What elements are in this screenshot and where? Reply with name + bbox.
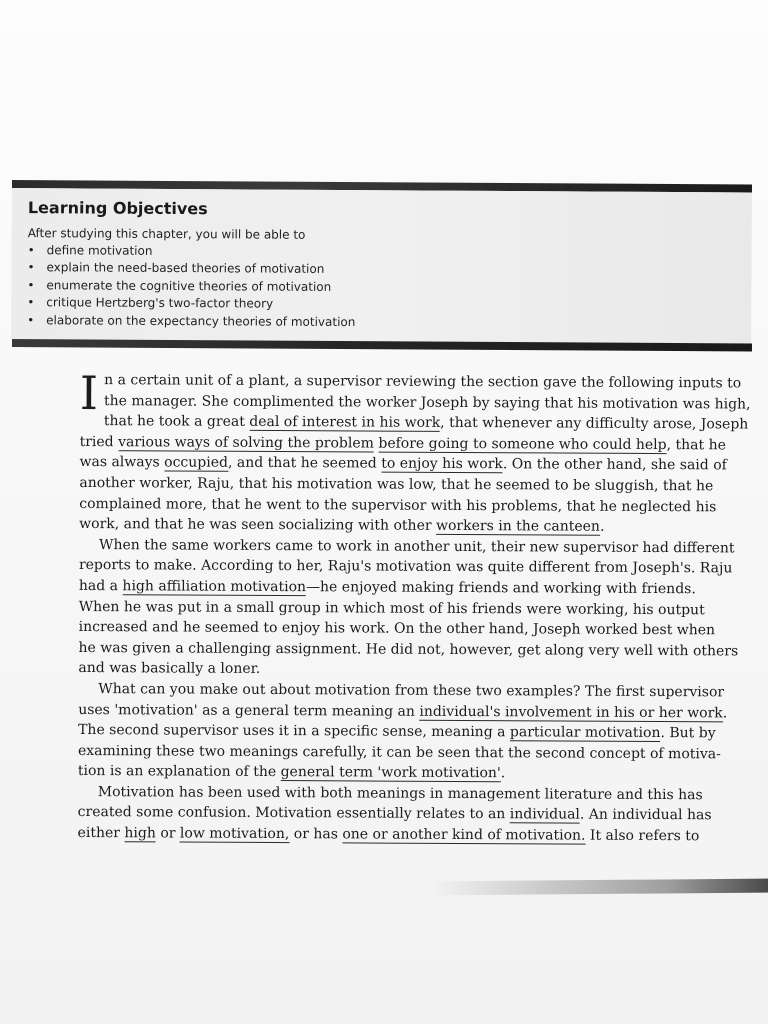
text-segment: was always <box>79 454 165 471</box>
text-line: reports to make. According to her, Raju's motivation was quite different from Joseph's. Raju <box>78 557 733 577</box>
bullet-icon: • <box>27 243 35 258</box>
text-line: Motivation has been used with both meanings in management literature and this has <box>97 783 703 804</box>
text-segment: It also refers to <box>585 827 700 845</box>
bullet-icon: • <box>27 312 35 327</box>
objective-item <box>28 242 356 261</box>
text-line <box>78 823 750 847</box>
underlined-phrase: general term 'work motivation' <box>280 764 501 782</box>
objective-item <box>27 259 355 278</box>
objective-text: critique Hertzberg's two-factor theory <box>46 295 274 311</box>
text-segment: that he took a great <box>103 413 250 431</box>
objective-text: elaborate on the expectancy theories of motivation <box>46 312 356 329</box>
objectives-heading: Learning Objectives <box>27 198 208 219</box>
text-line: examining these two meanings carefully, it can be seen that the second concept of motiva- <box>77 742 721 763</box>
underlined-phrase: workers in the canteen <box>435 518 601 535</box>
objective-text: explain the need-based theories of motivation <box>46 260 325 277</box>
underlined-phrase: deal of interest in his work <box>249 414 441 432</box>
underlined-phrase: high affiliation motivation <box>122 578 307 596</box>
text-segment: uses 'motivation' as a general term meaning an <box>78 701 420 720</box>
text-segment: created some confusion. Motivation essentially relates to an <box>77 804 510 823</box>
text-line: n a certain unit of a plant, a supervisor reviewing the section gave the following inputs to <box>104 372 742 392</box>
text-segment: work, and that he was seen socializing with other <box>79 516 437 535</box>
underlined-phrase: occupied <box>164 454 229 472</box>
bullet-icon: • <box>27 295 35 310</box>
text-segment: The second supervisor uses it in a specific sense, meaning a <box>78 722 510 741</box>
text-segment: or <box>155 825 180 842</box>
text-segment: . An individual has <box>579 807 712 824</box>
underlined-phrase: one or another kind of motivation. <box>342 826 586 844</box>
text-segment: , and that he seemed <box>227 455 382 472</box>
underlined-phrase: various ways of solving the problem <box>118 433 374 452</box>
objectives-list <box>27 242 356 331</box>
objective-text: define motivation <box>46 243 153 258</box>
text-segment: . On the other hand, she said of <box>502 456 727 474</box>
objectives-intro: After studying this chapter, you will be able to <box>27 226 306 242</box>
drop-cap: I <box>79 366 99 421</box>
text-line: complained more, that he went to the supervisor with his problems, that he neglected his <box>79 495 717 515</box>
objective-item <box>27 277 355 296</box>
bullet-icon: • <box>27 277 35 292</box>
underlined-phrase: low motivation, <box>179 825 290 843</box>
paragraph-1 <box>79 366 752 538</box>
text-line <box>79 576 751 600</box>
text-segment: . <box>722 704 728 721</box>
objective-item <box>27 294 355 313</box>
text-segment: , that he <box>666 436 726 454</box>
text-segment: tion is an explanation of the <box>77 763 281 781</box>
text-segment: had a <box>78 577 123 595</box>
underlined-phrase: individual's involvement in his or her work <box>419 703 723 721</box>
text-line: the manager. She complimented the worker Joseph by saying that his motivation was high, <box>103 392 751 413</box>
text-segment: either <box>77 825 125 842</box>
text-line: another worker, Raju, that his motivation was low, that he seemed to be sluggish, that he <box>79 474 714 495</box>
underlined-phrase: individual <box>509 806 580 824</box>
chapter-body <box>77 366 752 847</box>
underlined-phrase: particular motivation <box>509 724 661 742</box>
objective-item <box>27 312 355 331</box>
text-line: he was given a challenging assignment. He did not, however, get along very well with others <box>78 639 739 660</box>
underlined-phrase: before going to someone who could help <box>378 435 667 453</box>
text-segment: , that whenever any difficulty arose, Joseph <box>440 415 749 433</box>
text-line: increased and he seemed to enjoy his work. On the other hand, Joseph worked best when <box>78 619 716 639</box>
learning-objectives-box <box>11 188 752 345</box>
text-segment: tried <box>79 433 119 450</box>
text-segment: or has <box>289 826 343 843</box>
paragraph-4 <box>78 782 750 847</box>
text-line: and was basically a loner. <box>78 660 261 678</box>
underlined-phrase: to enjoy his work <box>381 455 503 473</box>
text-line: When he was put in a small group in which most of his friends were working, his output <box>78 598 705 618</box>
bullet-icon: • <box>27 260 35 275</box>
paragraph-2 <box>78 535 751 683</box>
text-segment: . But by <box>660 725 716 742</box>
text-segment: —he enjoyed making friends and working with friends. <box>306 579 696 598</box>
objective-text: enumerate the cognitive theories of motivation <box>46 277 332 294</box>
text-segment: . <box>599 518 605 535</box>
text-line: When the same workers came to work in another unit, their new supervisor had different <box>99 536 735 557</box>
page-bottom-shadow <box>430 879 768 896</box>
text-segment: . <box>500 765 506 782</box>
text-line: What can you make out about motivation from these two examples? The first supervisor <box>98 681 725 701</box>
paragraph-3 <box>78 679 751 785</box>
underlined-phrase: high <box>124 825 156 842</box>
